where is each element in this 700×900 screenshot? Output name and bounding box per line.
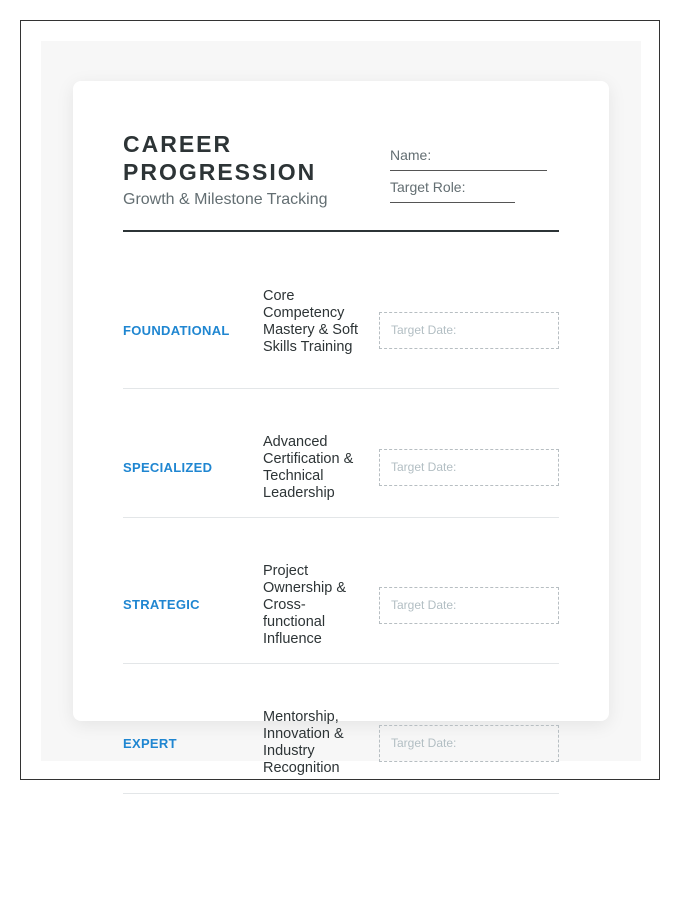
milestone-level: STRATEGIC xyxy=(123,597,200,612)
milestone-level: FOUNDATIONAL xyxy=(123,323,230,338)
target-date-field[interactable]: Target Date: xyxy=(379,587,559,624)
milestone-level: SPECIALIZED xyxy=(123,460,213,475)
milestone-row-specialized xyxy=(123,388,559,518)
target-role-field[interactable]: Target Role: xyxy=(390,178,515,203)
meta-fields xyxy=(390,146,560,203)
milestone-level: EXPERT xyxy=(123,736,177,751)
milestone-description: Advanced Certification & Technical Leadership xyxy=(263,434,354,501)
milestone-row-foundational xyxy=(123,232,559,389)
milestone-row-strategic xyxy=(123,517,559,664)
target-date-field[interactable]: Target Date: xyxy=(379,312,559,349)
milestone-row-expert xyxy=(123,663,559,794)
milestone-description: Mentorship, Innovation & Industry Recognition xyxy=(263,709,344,776)
page-subtitle: Growth & Milestone Tracking xyxy=(123,191,328,208)
milestone-description: Project Ownership & Cross-functional Influence xyxy=(263,563,347,647)
page-title: CAREER PROGRESSION xyxy=(123,131,317,185)
name-field[interactable]: Name: xyxy=(390,146,547,171)
milestone-description: Core Competency Mastery & Soft Skills Training xyxy=(263,288,359,355)
document-header xyxy=(123,130,559,232)
target-date-field[interactable]: Target Date: xyxy=(379,725,559,762)
target-date-field[interactable]: Target Date: xyxy=(379,449,559,486)
document-content xyxy=(123,130,559,776)
